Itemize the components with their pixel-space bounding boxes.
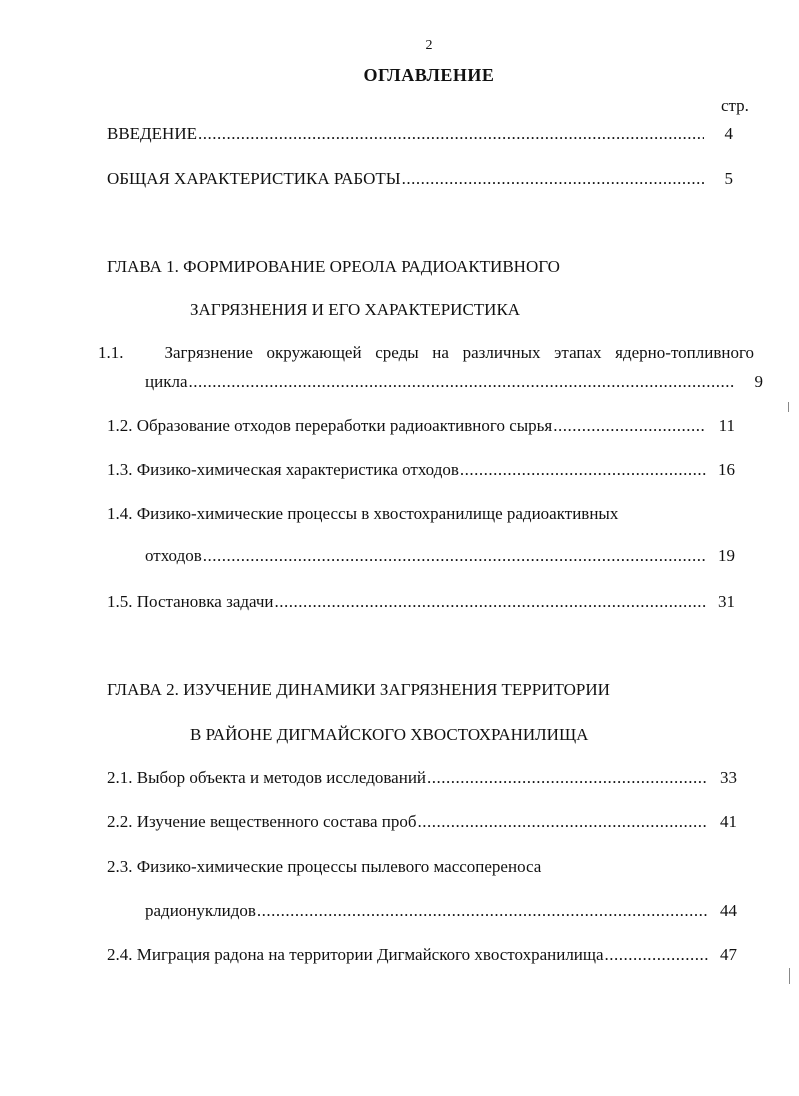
toc-entry-1-1-line1[interactable] (98, 343, 754, 363)
toc-entry-page: 44 (720, 901, 737, 920)
toc-entry-1-4-line1[interactable]: 1.4. Физико-химические процессы в хвостохранилище радиоактивных (107, 504, 619, 523)
scan-mark (789, 968, 790, 984)
toc-entry-page: 41 (720, 812, 737, 831)
toc-entry-page: 31 (718, 592, 735, 611)
dot-leader (402, 169, 704, 189)
dot-leader (257, 901, 708, 921)
toc-entry-page: 19 (718, 546, 735, 565)
chapter-2-heading-line2[interactable]: В РАЙОНЕ ДИГМАЙСКОГО ХВОСТОХРАНИЛИЩА (190, 725, 589, 744)
toc-entry-text: 2.2. Изучение вещественного состава проб (107, 812, 417, 831)
toc-entry-page: 5 (724, 169, 733, 188)
dot-leader (203, 546, 706, 566)
dot-leader (418, 812, 709, 832)
section-number: 1.1. (98, 343, 124, 362)
dot-leader (275, 592, 706, 612)
toc-entry-1-3[interactable] (107, 460, 735, 484)
toc-entry-page: 11 (718, 416, 735, 435)
toc-entry-text: 2.1. Выбор объекта и методов исследований (107, 768, 427, 787)
toc-entry-general-characteristics[interactable] (107, 169, 733, 193)
dot-leader (427, 768, 708, 788)
dot-leader (605, 945, 708, 965)
scan-mark (788, 402, 789, 412)
dot-leader (553, 416, 706, 436)
toc-entry-2-4[interactable] (107, 945, 737, 969)
toc-entry-text: ВВЕДЕНИЕ (107, 124, 197, 143)
toc-entry-text: ОБЩАЯ ХАРАКТЕРИСТИКА РАБОТЫ (107, 169, 401, 188)
toc-entry-1-4-line2[interactable] (145, 546, 735, 570)
toc-entry-2-3-line1[interactable]: 2.3. Физико-химические процессы пылевого массопереноса (107, 857, 542, 876)
toc-entry-page: 4 (724, 124, 733, 143)
toc-entry-text: цикла (145, 372, 188, 391)
toc-entry-2-2[interactable] (107, 812, 737, 836)
chapter-1-heading-line2[interactable]: ЗАГРЯЗНЕНИЯ И ЕГО ХАРАКТЕРИСТИКА (190, 300, 521, 319)
toc-entry-page: 16 (718, 460, 735, 479)
toc-entry-text: отходов (145, 546, 202, 565)
dot-leader (198, 124, 704, 144)
toc-entry-text: Загрязнение окружающей среды на различных этапах ядерно-топливного (164, 343, 755, 362)
toc-entry-introduction[interactable] (107, 124, 733, 148)
dot-leader (460, 460, 706, 480)
chapter-1-heading-line1[interactable]: ГЛАВА 1. ФОРМИРОВАНИЕ ОРЕОЛА РАДИОАКТИВНОГО (107, 257, 560, 276)
chapter-2-heading-line1[interactable]: ГЛАВА 2. ИЗУЧЕНИЕ ДИНАМИКИ ЗАГРЯЗНЕНИЯ ТЕРРИТОРИИ (107, 680, 610, 699)
toc-entry-2-1[interactable] (107, 768, 737, 792)
toc-entry-1-5[interactable] (107, 592, 735, 616)
toc-entry-2-3-line2[interactable] (145, 901, 737, 925)
toc-entry-text: 1.3. Физико-химическая характеристика отходов (107, 460, 459, 479)
toc-entry-text: 1.5. Постановка задачи (107, 592, 274, 611)
toc-entry-1-2[interactable] (107, 416, 735, 440)
page-column-label: стр. (721, 96, 749, 115)
page-number: 2 (425, 38, 433, 53)
toc-entry-text: радионуклидов (145, 901, 256, 920)
toc-title: ОГЛАВЛЕНИЕ (363, 65, 495, 85)
dot-leader (188, 372, 734, 392)
toc-entry-text: 2.4. Миграция радона на территории Дигмайского хвостохранилища (107, 945, 604, 964)
toc-entry-page: 47 (720, 945, 737, 964)
toc-entry-page: 33 (720, 768, 737, 787)
toc-entry-page: 9 (754, 372, 763, 391)
toc-entry-text: 1.2. Образование отходов переработки радиоактивного сырья (107, 416, 553, 435)
toc-entry-1-1-line2[interactable] (145, 372, 763, 396)
